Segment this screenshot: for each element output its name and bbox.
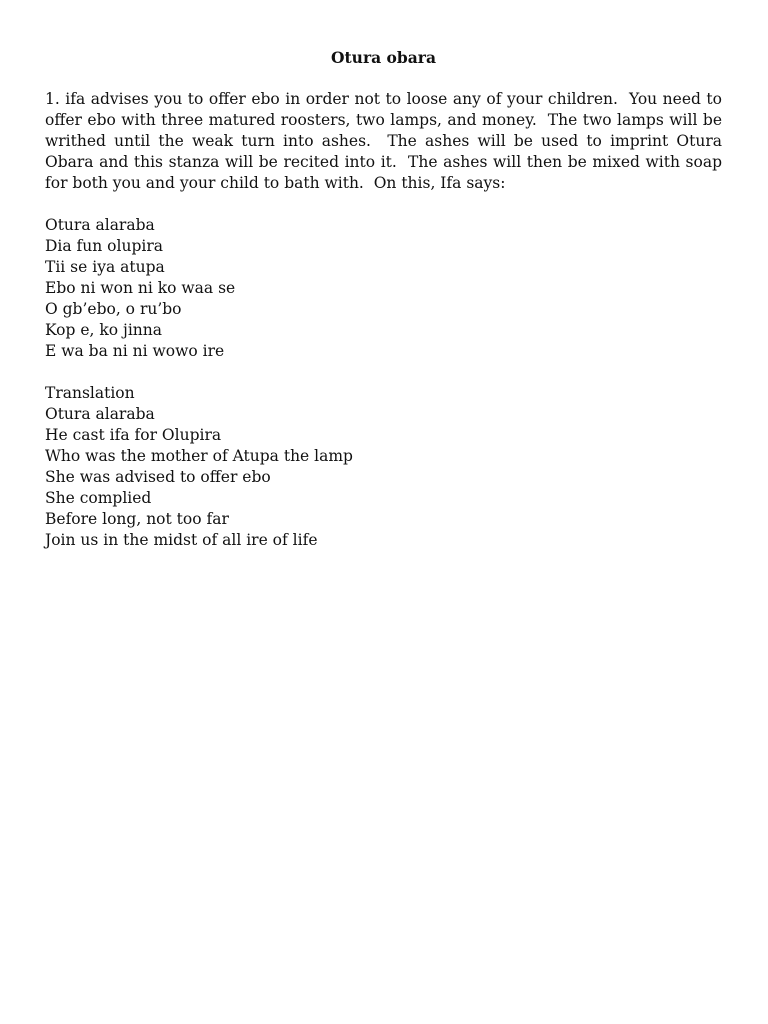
translation-line: Before long, not too far	[45, 510, 229, 528]
verse-line: O gb’ebo, o ru’bo	[45, 300, 182, 318]
yoruba-verse	[45, 215, 722, 362]
verse-line: Dia fun olupira	[45, 237, 163, 255]
translation-line: Who was the mother of Atupa the lamp	[45, 447, 353, 465]
translation-block	[45, 383, 722, 551]
translation-line: Join us in the midst of all ire of life	[45, 531, 318, 549]
translation-line: He cast ifa for Olupira	[45, 426, 222, 444]
document-page	[45, 47, 727, 551]
translation-heading: Translation	[45, 384, 135, 402]
intro-paragraph: 1. ifa advises you to offer ebo in order not to loose any of your children. You need to offer ebo with three matured roosters, two lamps, and money. The two lamps will be writhed until the weak turn into ashes. The ashes will be used to imprint Otura Obara and this stanza will be recited into it. The ashes will then be mixed with soap for both you and your child to bath with. On this, Ifa says:	[45, 90, 727, 192]
verse-line: Kop e, ko jinna	[45, 321, 162, 339]
translation-line: She complied	[45, 489, 152, 507]
verse-line: Otura alaraba	[45, 216, 155, 234]
translation-line: Otura alaraba	[45, 405, 155, 423]
document-title: Otura obara	[331, 48, 436, 67]
verse-line: Tii se iya atupa	[45, 258, 165, 276]
translation-line: She was advised to offer ebo	[45, 468, 271, 486]
verse-line: Ebo ni won ni ko waa se	[45, 279, 236, 297]
verse-line: E wa ba ni ni wowo ire	[45, 342, 225, 360]
